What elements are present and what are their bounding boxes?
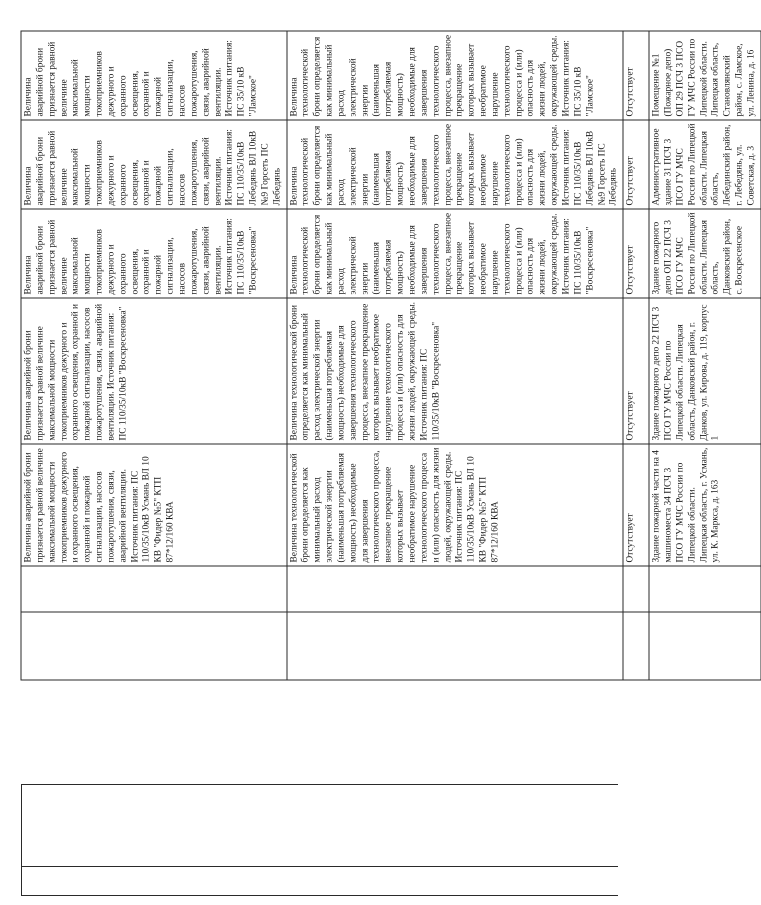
cell-status: Отсутствует: [623, 31, 649, 120]
horizontal-rule: [21, 866, 618, 867]
table-body: [21, 31, 761, 680]
cell-object: Административное здание 31 ПСЧ 3 ПСО ГУ МЧС России по Липецкой области. Липецкая область, Лебединский район, г. Лебедянь, ул. Советская, д. 3: [649, 120, 761, 209]
cell-object: Здание пожарного депо 22 ПСЧ 3 ПСО ГУ МЧС России по Липецкой области. Липецкая область, Данковский район, г. Данков, ул. Кирова, д. 119, корпус 1: [649, 298, 761, 444]
cell-tech: Величина технологической брони определяется как минимальный расход электрической энергии (наименьшая потребляемая мощность) необходимые для завершения технологического процесса, внезапное прекращение которых вызывает необратимое нарушение технологического процесса и (или) опасность для жизни людей, окружающей среды. Источник питания: ПС 110/35/10кВ Лебедянь ВЛ 10кВ №9 Горсеть ПС Лебедянь: [287, 120, 624, 209]
empty-cell: [21, 566, 287, 612]
empty-cell: [21, 612, 287, 680]
table-row: [287, 31, 624, 680]
cell-tech: Величина технологической брони определяется как минимальный расход электрической энергии (наименьшая потребляемая мощность) необходимые для завершения технологического процесса, внезапное прекращение которых вызывает необратимое нарушение технологического процесса и (или) опасность для жизни людей, окружающей среды. Источник питания: ПС 110/35/10кВ Усмань ВЛ 10 КВ "Фидер №5" КТП 87*12/160 КВА: [287, 444, 624, 566]
empty-cell: [623, 566, 649, 612]
table-row: [649, 31, 761, 680]
cell-status: Отсутствует: [623, 444, 649, 566]
horizontal-rule: [21, 784, 618, 785]
vertical-rule: [21, 784, 22, 896]
cell-emergency: Величина аварийной брони признается равной величине максимальной мощности токоприемников дежурного и охранного освещения, охранной и пожарной сигнализации, насосов пожаротушения, связи, аварийной вентиляции. Источник питания: ПС 110/35/10кВ "Воскресеновка": [21, 298, 287, 444]
cell-object: Помещение №1 (Пожарное депо) ОП 29 ПСЧ 3 ПСО ГУ МЧС России по Липецкой области. Липецкая область, Становлянский район, с. Ламское, ул. Ленина, д. 16: [649, 31, 761, 120]
empty-cell: [649, 566, 761, 612]
horizontal-rule: [21, 895, 618, 896]
cell-status: Отсутствует: [623, 298, 649, 444]
cell-emergency: Величина аварийной брони признается равной величине максимальной мощности токоприемников дежурного и охранного освещения, охранной и пожарной сигнализации, насосов пожаротушения, связи, аварийной вентиляции. Источник питания: ПС 110/35/10кВ Усмань ВЛ 10 КВ "Фидер №5" КТП 87*12/160 КВА: [21, 444, 287, 566]
power-reserve-table: [21, 31, 761, 681]
empty-cell: [287, 612, 624, 680]
cell-emergency: Величина аварийной брони признается равной величине максимальной мощности токоприемников дежурного и охранного освещения, охранной и пожарной сигнализации, насосов пожаротушения, связи, аварийной вентиляции. Источник питания: ПС 110/35/10кВ Лебедянь ВЛ 10кВ №9 Горсеть ПС Лебедянь: [21, 120, 287, 209]
cell-tech: Величина технологической брони определяется как минимальный расход электрической энергии (наименьшая потребляемая мощность) необходимые для завершения технологического процесса, внезапное прекращение которых вызывает необратимое нарушение технологического процесса и (или) опасность для жизни людей, окружающей среды. Источник питания: ПС 110/35/10кВ "Воскресеновка": [287, 298, 624, 444]
cell-tech: Величина технологической брони определяется как минимальный расход электрической энергии (наименьшая потребляемая мощность) необходимые для завершения технологического процесса, внезапное прекращение которых вызывает необратимое нарушение технологического процесса и (или) опасность для жизни людей, окружающей среды. Источник питания: ПС 35/10 кВ "Ламское": [287, 31, 624, 120]
empty-cell: [623, 612, 649, 680]
table-row: [623, 31, 649, 680]
cell-emergency: Величина аварийной брони признается равной величине максимальной мощности токоприемников дежурного и охранного освещения, охранной и пожарной сигнализации, насосов пожаротушения, связи, аварийной вентиляции. Источник питания: ПС 35/10 кВ "Ламское": [21, 31, 287, 120]
cell-object: Здание пожарного депо ОП 22 ПСЧ 3 ПСО ГУ МЧС России по Липецкой области. Липецкая область, Данковский район, с. Воскресенское: [649, 209, 761, 298]
table-row: [21, 31, 287, 680]
empty-cell: [287, 566, 624, 612]
cell-tech: Величина технологической брони определяется как минимальный расход электрической энергии (наименьшая потребляемая мощность) необходимые для завершения технологического процесса, внезапное прекращение которых вызывает необратимое нарушение технологического процесса и (или) опасность для жизни людей, окружающей среды. Источник питания: ПС 110/35/10кВ "Воскресеновка": [287, 209, 624, 298]
rotated-table-wrapper: [21, 31, 757, 681]
empty-cell: [649, 612, 761, 680]
cell-object: Здание пожарной части на 4 машиноместа 34 ПСЧ 3 ПСО ГУ МЧС России по Липецкой области. Липецкая область, г. Усмань, ул. К. Маркса, д. 163: [649, 444, 761, 566]
cell-status: Отсутствует: [623, 120, 649, 209]
cell-status: Отсутствует: [623, 209, 649, 298]
cell-emergency: Величина аварийной брони признается равной величине максимальной мощности токоприемников дежурного и охранного освещения, охранной и пожарной сигнализации, насосов пожаротушения, связи, аварийной вентиляции. Источник питания: ПС 110/35/10кВ "Воскресеновка": [21, 209, 287, 298]
